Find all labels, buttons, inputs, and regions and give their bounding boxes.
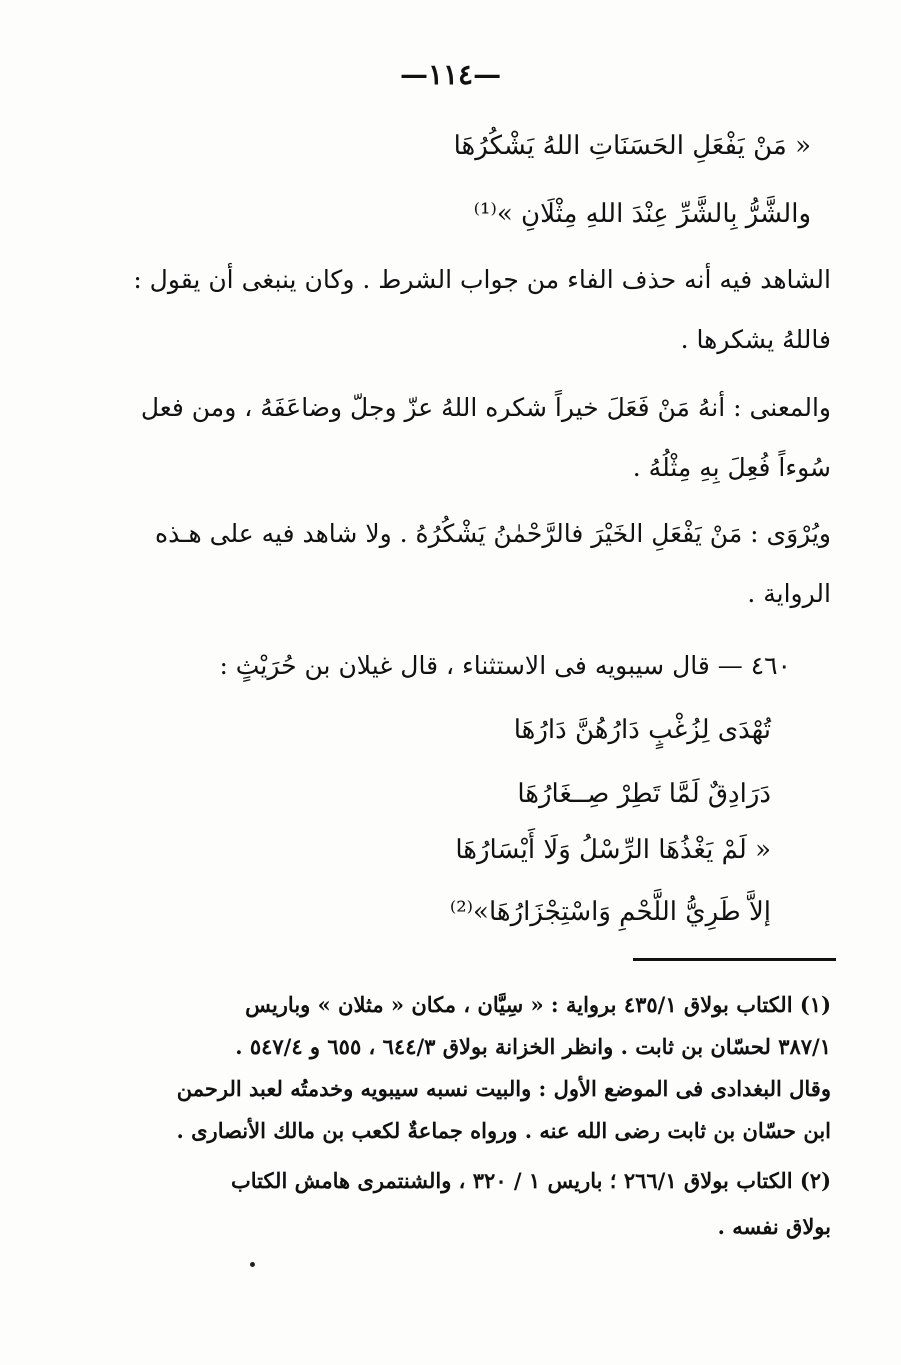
footnote-line-4: ابن حسّان بن ثابت رضى الله عنه . ورواه جماعةٌ لكعب بن مالك الأنصارى .: [176, 1118, 831, 1143]
footnote-line-6: بولاق نفسه .: [717, 1214, 831, 1239]
footnote-line-1: (١) الكتاب بولاق ٤٣٥/١ برواية : « سِيَّان ، مكان « مثلان » وباريس: [245, 992, 831, 1017]
text-line-commentary-1: الشاهد فيه أنه حذف الفاء من جواب الشرط . وكان ينبغى أن يقول :: [133, 265, 831, 294]
text-line-meaning-2: سُوءاً فُعِلَ بِهِ مِثْلُهُ .: [632, 453, 831, 482]
entry-heading-460: ٤٦٠ — قال سيبويه فى الاستثناء ، قال غيلان بن حُرَيْثٍ :: [219, 651, 791, 680]
page-number: —١١٤—: [399, 58, 502, 91]
text-line-variant-1: ويُرْوَى : مَنْ يَفْعَلِ الخَيْرَ فالرَّحْمٰنُ يَشْكُرُهُ . ولا شاهد فيه على هـذه: [155, 519, 831, 548]
verse-line-2: والشَّرُّ بِالشَّرِّ عِنْدَ اللهِ مِثْلَانِ »⁽¹⁾: [473, 199, 811, 229]
verse-line-5: « لَمْ يَغْذُهَا الرِّسْلُ وَلَا أَيْسَارُهَا: [455, 835, 771, 865]
text-line-commentary-2: فاللهُ يشكرها .: [680, 325, 831, 354]
verse-line-1: « مَنْ يَفْعَلِ الحَسَنَاتِ اللهُ يَشْكُرُهَا: [453, 131, 811, 161]
footnote-line-2: ٣٨٧/١ لحسّان بن ثابت . وانظر الخزانة بولاق ٦٤٤/٣ ، ٦٥٥ و ٥٤٧/٤ .: [235, 1034, 831, 1059]
verse-line-6: إلاَّ طَرِيُّ اللَّحْمِ وَاسْتِجْزَارُهَا»⁽²⁾: [449, 897, 771, 927]
ink-speck: [250, 1262, 255, 1267]
verse-line-3: تُهْدَى لِزُغْبٍ دَارُهُنَّ دَارُهَا: [513, 715, 771, 745]
verse-line-4: دَرَادِقٌ لَمَّا تَطِرْ صِــغَارُهَا: [517, 779, 771, 809]
text-line-meaning-1: والمعنى : أنهُ مَنْ فَعَلَ خيراً شكره اللهُ عزّ وجلّ وضاعَفَهُ ، ومن فعل: [140, 393, 831, 422]
footnote-separator: [633, 958, 836, 961]
footnote-line-3: وقال البغدادى فى الموضع الأول : والبيت نسبه سيبويه وخدمتُه لعبد الرحمن: [176, 1076, 831, 1101]
text-line-variant-2: الرواية .: [747, 579, 831, 608]
footnote-line-5: (٢) الكتاب بولاق ٢٦٦/١ ؛ باريس ١ / ٣٢٠ ، والشنتمرى هامش الكتاب: [230, 1168, 831, 1193]
